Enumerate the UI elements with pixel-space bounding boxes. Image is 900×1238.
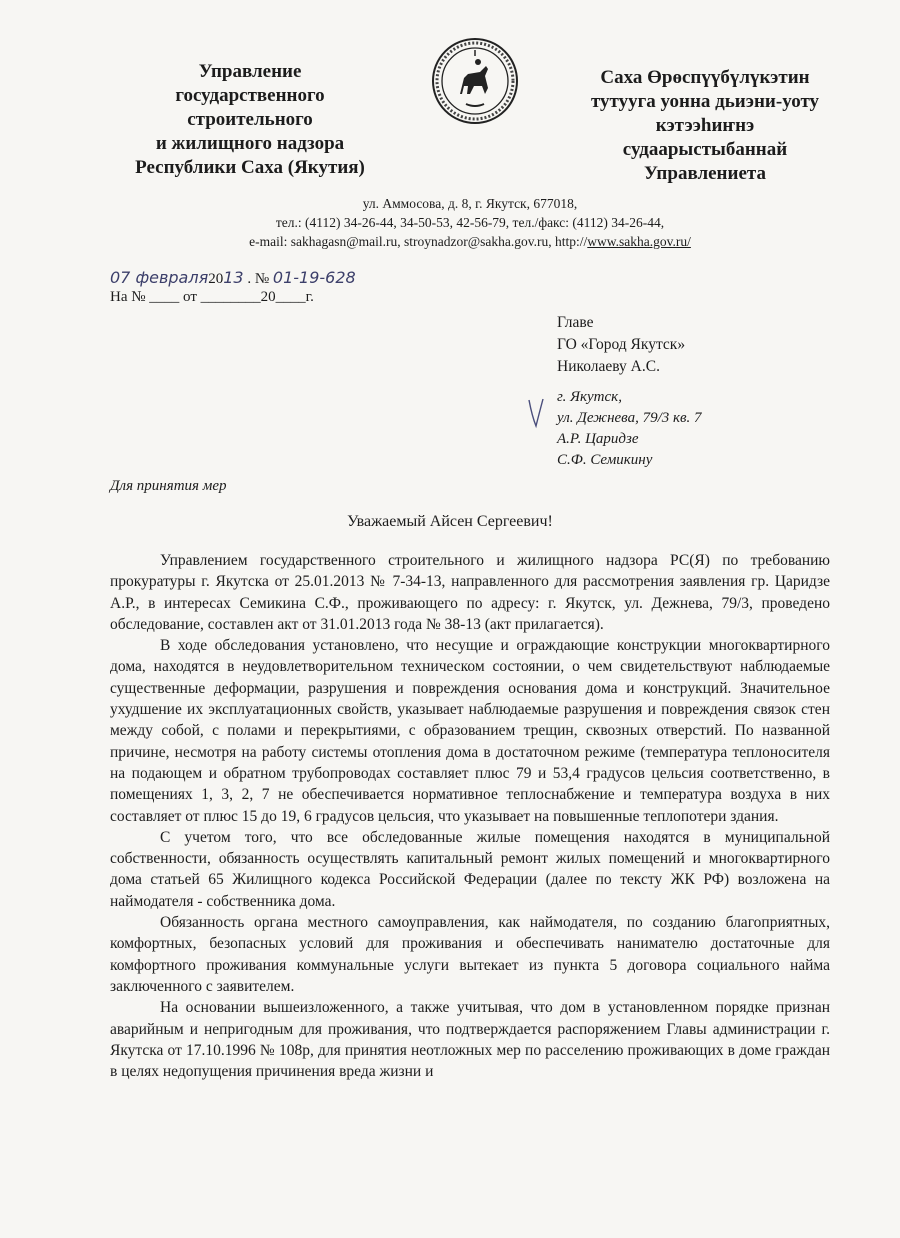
- addressee-line: Главе: [557, 314, 594, 331]
- cc-line: С.Ф. Семикину: [557, 452, 653, 468]
- handwritten-year: 13: [223, 268, 244, 287]
- body-paragraph: Управлением государственного строительного и жилищного надзора РС(Я) по требованию прокуратуры г. Якутска от 25.01.2013 № 7-34-13, направленного для рассмотрения заявления гр. Царидзе А.Р., в интересах Семикина С.Ф., проживающего по адресу: г. Якутск, ул. Дежнева, 79/3, проведено обследование, составлен акт от 31.01.2013 года № 38-13 (акт прилагается).: [110, 552, 830, 633]
- org-sah-line: Саха Өрөспүүбүлүкэтин: [600, 67, 810, 88]
- handwritten-number: 01-19-628: [272, 268, 356, 287]
- body-paragraph: С учетом того, что все обследованные жилые помещения находятся в муниципальной собственности, обязанность осуществлять капитальный ремонт жилых помещений и многоквартирного дома статьей 65 Жилищного кодекса Российской Федерации (далее по тексту ЖК РФ) возложена на наймодателя - собственника дома.: [110, 828, 830, 910]
- coat-of-arms-icon: [430, 36, 520, 126]
- purpose-note: Для принятия мер: [110, 478, 227, 494]
- handwritten-check-mark: [526, 396, 546, 430]
- body-paragraph: Обязанность органа местного самоуправления, как наймодателя, по созданию благоприятных, комфортных, безопасных условий для проживания и обеспечивать нанимателю достаточные для комфортного проживания коммунальные услуги вытекает из пункта 5 договора социального найма заключенного с заявителем.: [110, 914, 830, 995]
- year-prefix: 20: [208, 271, 224, 287]
- cc-line: ул. Дежнева, 79/3 кв. 7: [557, 410, 702, 426]
- incoming-reference: На № ____ от ________20____г.: [110, 289, 314, 305]
- copy-recipients-block: [557, 387, 702, 471]
- phone-line: тел.: (4112) 34-26-44, 34-50-53, 42-56-79, тел./факс: (4112) 34-26-44,: [275, 215, 665, 230]
- salutation: Уважаемый Айсен Сергеевич!: [347, 513, 553, 530]
- email-text: e-mail: sakhagasn@mail.ru, stroynadzor@sakha.gov.ru, http://: [249, 234, 588, 249]
- org-sah-line: судаарыстыбаннай: [622, 139, 788, 160]
- org-name-sakha: [555, 66, 855, 186]
- letter-body: [110, 550, 830, 1082]
- handwritten-date: 07 февраля: [110, 268, 209, 287]
- org-ru-line: строительного: [187, 109, 313, 130]
- body-paragraph: В ходе обследования установлено, что несущие и ограждающие конструкции многоквартирного дома, находятся в неудовлетворительном техническом состоянии, о чем свидетельствуют наблюдаемые существенные деформации, разрушения и повреждения основания дома и конструкций. Значительное ухудшение их эксплуатационных свойств, указывает наблюдаемые разрушения и повреждения связок стен между собой, с полами и перекрытиями, с образованием трещин, сквозных отверстий. По названной причине, несмотря на работу системы отопления дома в достаточном режиме (температура теплоносителя на подающем и обратном трубопроводах составляет плюс 79 и 53,4 градусов цельсия соответственно, в помещениях 1, 3, 2, 7 не обеспечивается нормативное теплоснабжение и температура воздуха в них составляет от плюс 15 до 19, 6 градусов цельсия, что указывает на повышенные теплопотери здания.: [110, 637, 830, 825]
- org-ru-line: Республики Саха (Якутия): [135, 157, 365, 178]
- org-ru-line: и жилищного надзора: [155, 133, 345, 154]
- org-sah-line: тутууга уонна дьиэни-уоту: [590, 91, 820, 112]
- org-ru-line: государственного: [175, 85, 325, 106]
- addressee-line: ГО «Город Якутск»: [557, 336, 686, 353]
- email-line: [180, 232, 760, 251]
- number-label: . №: [247, 271, 270, 287]
- org-sah-line: кэтээһиҥнэ: [655, 115, 755, 136]
- org-sah-line: Управлениета: [644, 163, 766, 184]
- website-link[interactable]: www.sakha.gov.ru/: [587, 234, 691, 249]
- org-ru-line: Управление: [198, 61, 302, 82]
- contact-address: [180, 194, 760, 251]
- org-name-russian: [100, 60, 400, 180]
- outgoing-registration: [110, 268, 356, 288]
- addressee-line: Николаеву А.С.: [557, 358, 660, 375]
- addressee-block: [557, 312, 685, 378]
- cc-line: г. Якутск,: [557, 389, 622, 405]
- body-paragraph: На основании вышеизложенного, а также учитывая, что дом в установленном порядке признан аварийным и непригодным для проживания, что подтверждается распоряжением Главы администрации г. Якутска от 17.10.1996 № 108р, для принятия неотложных мер по расселению проживающих в доме граждан в целях недопущения причинения вреда жизни и: [110, 999, 830, 1081]
- cc-line: А.Р. Царидзе: [557, 431, 639, 447]
- address-line: ул. Аммосова, д. 8, г. Якутск, 677018,: [362, 196, 578, 211]
